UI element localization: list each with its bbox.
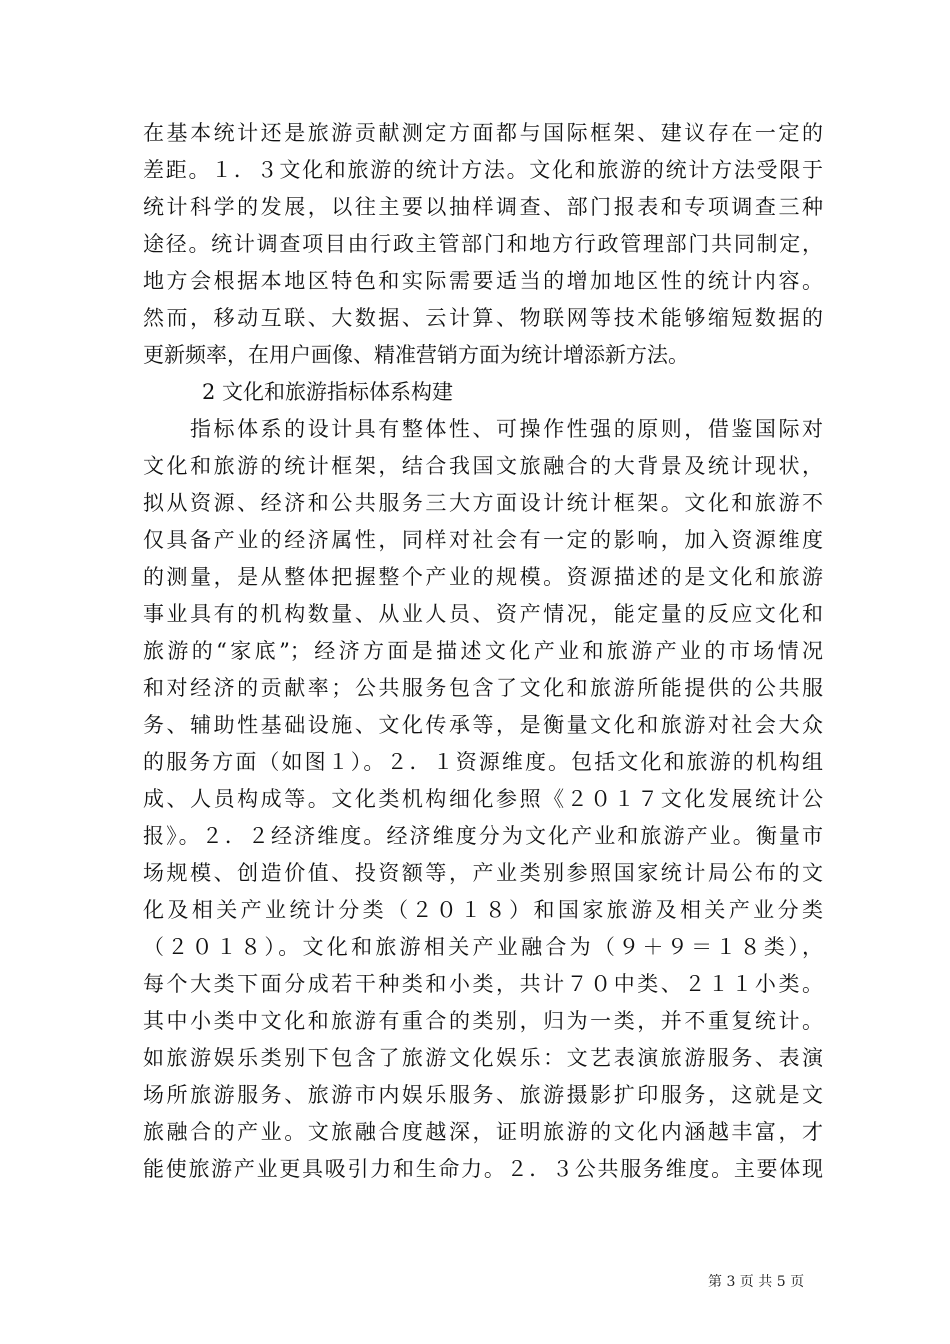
text-line-13: 的测量，是从整体把握整个产业的规模。资源描述的是文化和旅游 — [143, 565, 823, 589]
page-number-footer: 第 3 页 共 5 页 — [708, 1274, 805, 1290]
text-line-7: 更新频率，在用户画像、精准营销方面为统计增添新方法。 — [143, 343, 689, 367]
text-line-25: 其中小类中文化和旅游有重合的类别，归为一类，并不重复统计。 — [143, 1009, 823, 1033]
text-line-9: 指标体系的设计具有整体性、可操作性强的原则，借鉴国际对 — [190, 417, 823, 441]
text-line-28: 旅融合的产业。文旅融合度越深，证明旅游的文化内涵越丰富，才 — [143, 1120, 823, 1144]
text-line-27: 场所旅游服务、旅游市内娱乐服务、旅游摄影扩印服务，这就是文 — [143, 1083, 823, 1107]
text-line-16: 和对经济的贡献率；公共服务包含了文化和旅游所能提供的公共服 — [143, 676, 823, 700]
text-line-18: 的服务方面（如图１）。２．１资源维度。包括文化和旅游的机构组 — [143, 750, 823, 774]
text-line-11: 拟从资源、经济和公共服务三大方面设计统计框架。文化和旅游不 — [143, 491, 823, 515]
text-line-23: （２０１８）。文化和旅游相关产业融合为（９＋９＝１８类）， — [143, 935, 823, 959]
text-line-22: 化及相关产业统计分类（２０１８）和国家旅游及相关产业分类 — [143, 898, 823, 922]
text-line-10: 文化和旅游的统计框架，结合我国文旅融合的大背景及统计现状， — [143, 454, 823, 478]
text-line-14: 事业具有的机构数量、从业人员、资产情况，能定量的反应文化和 — [143, 602, 823, 626]
text-line-2: 差距。１．３文化和旅游的统计方法。文化和旅游的统计方法受限于 — [143, 158, 823, 182]
text-line-29: 能使旅游产业更具吸引力和生命力。２．３公共服务维度。主要体现 — [143, 1157, 823, 1181]
text-line-19: 成、人员构成等。文化类机构细化参照《２０１７文化发展统计公 — [143, 787, 823, 811]
text-line-4: 途径。统计调查项目由行政主管部门和地方行政管理部门共同制定， — [143, 232, 823, 256]
text-line-1: 在基本统计还是旅游贡献测定方面都与国际框架、建议存在一定的 — [143, 121, 823, 145]
section-heading: 2 文化和旅游指标体系构建 — [202, 380, 454, 404]
text-line-24: 每个大类下面分成若干种类和小类，共计７０中类、２１１小类。 — [143, 972, 823, 996]
text-line-15: 旅游的“家底”；经济方面是描述文化产业和旅游产业的市场情况 — [143, 639, 823, 663]
text-line-20: 报》。２．２经济维度。经济维度分为文化产业和旅游产业。衡量市 — [143, 824, 823, 848]
text-line-21: 场规模、创造价值、投资额等，产业类别参照国家统计局公布的文 — [143, 861, 823, 885]
text-line-5: 地方会根据本地区特色和实际需要适当的增加地区性的统计内容。 — [143, 269, 823, 293]
text-line-17: 务、辅助性基础设施、文化传承等，是衡量文化和旅游对社会大众 — [143, 713, 823, 737]
text-line-3: 统计科学的发展，以往主要以抽样调查、部门报表和专项调查三种 — [143, 195, 823, 219]
text-line-6: 然而，移动互联、大数据、云计算、物联网等技术能够缩短数据的 — [143, 306, 823, 330]
text-line-12: 仅具备产业的经济属性，同样对社会有一定的影响，加入资源维度 — [143, 528, 823, 552]
text-line-26: 如旅游娱乐类别下包含了旅游文化娱乐：文艺表演旅游服务、表演 — [143, 1046, 823, 1070]
